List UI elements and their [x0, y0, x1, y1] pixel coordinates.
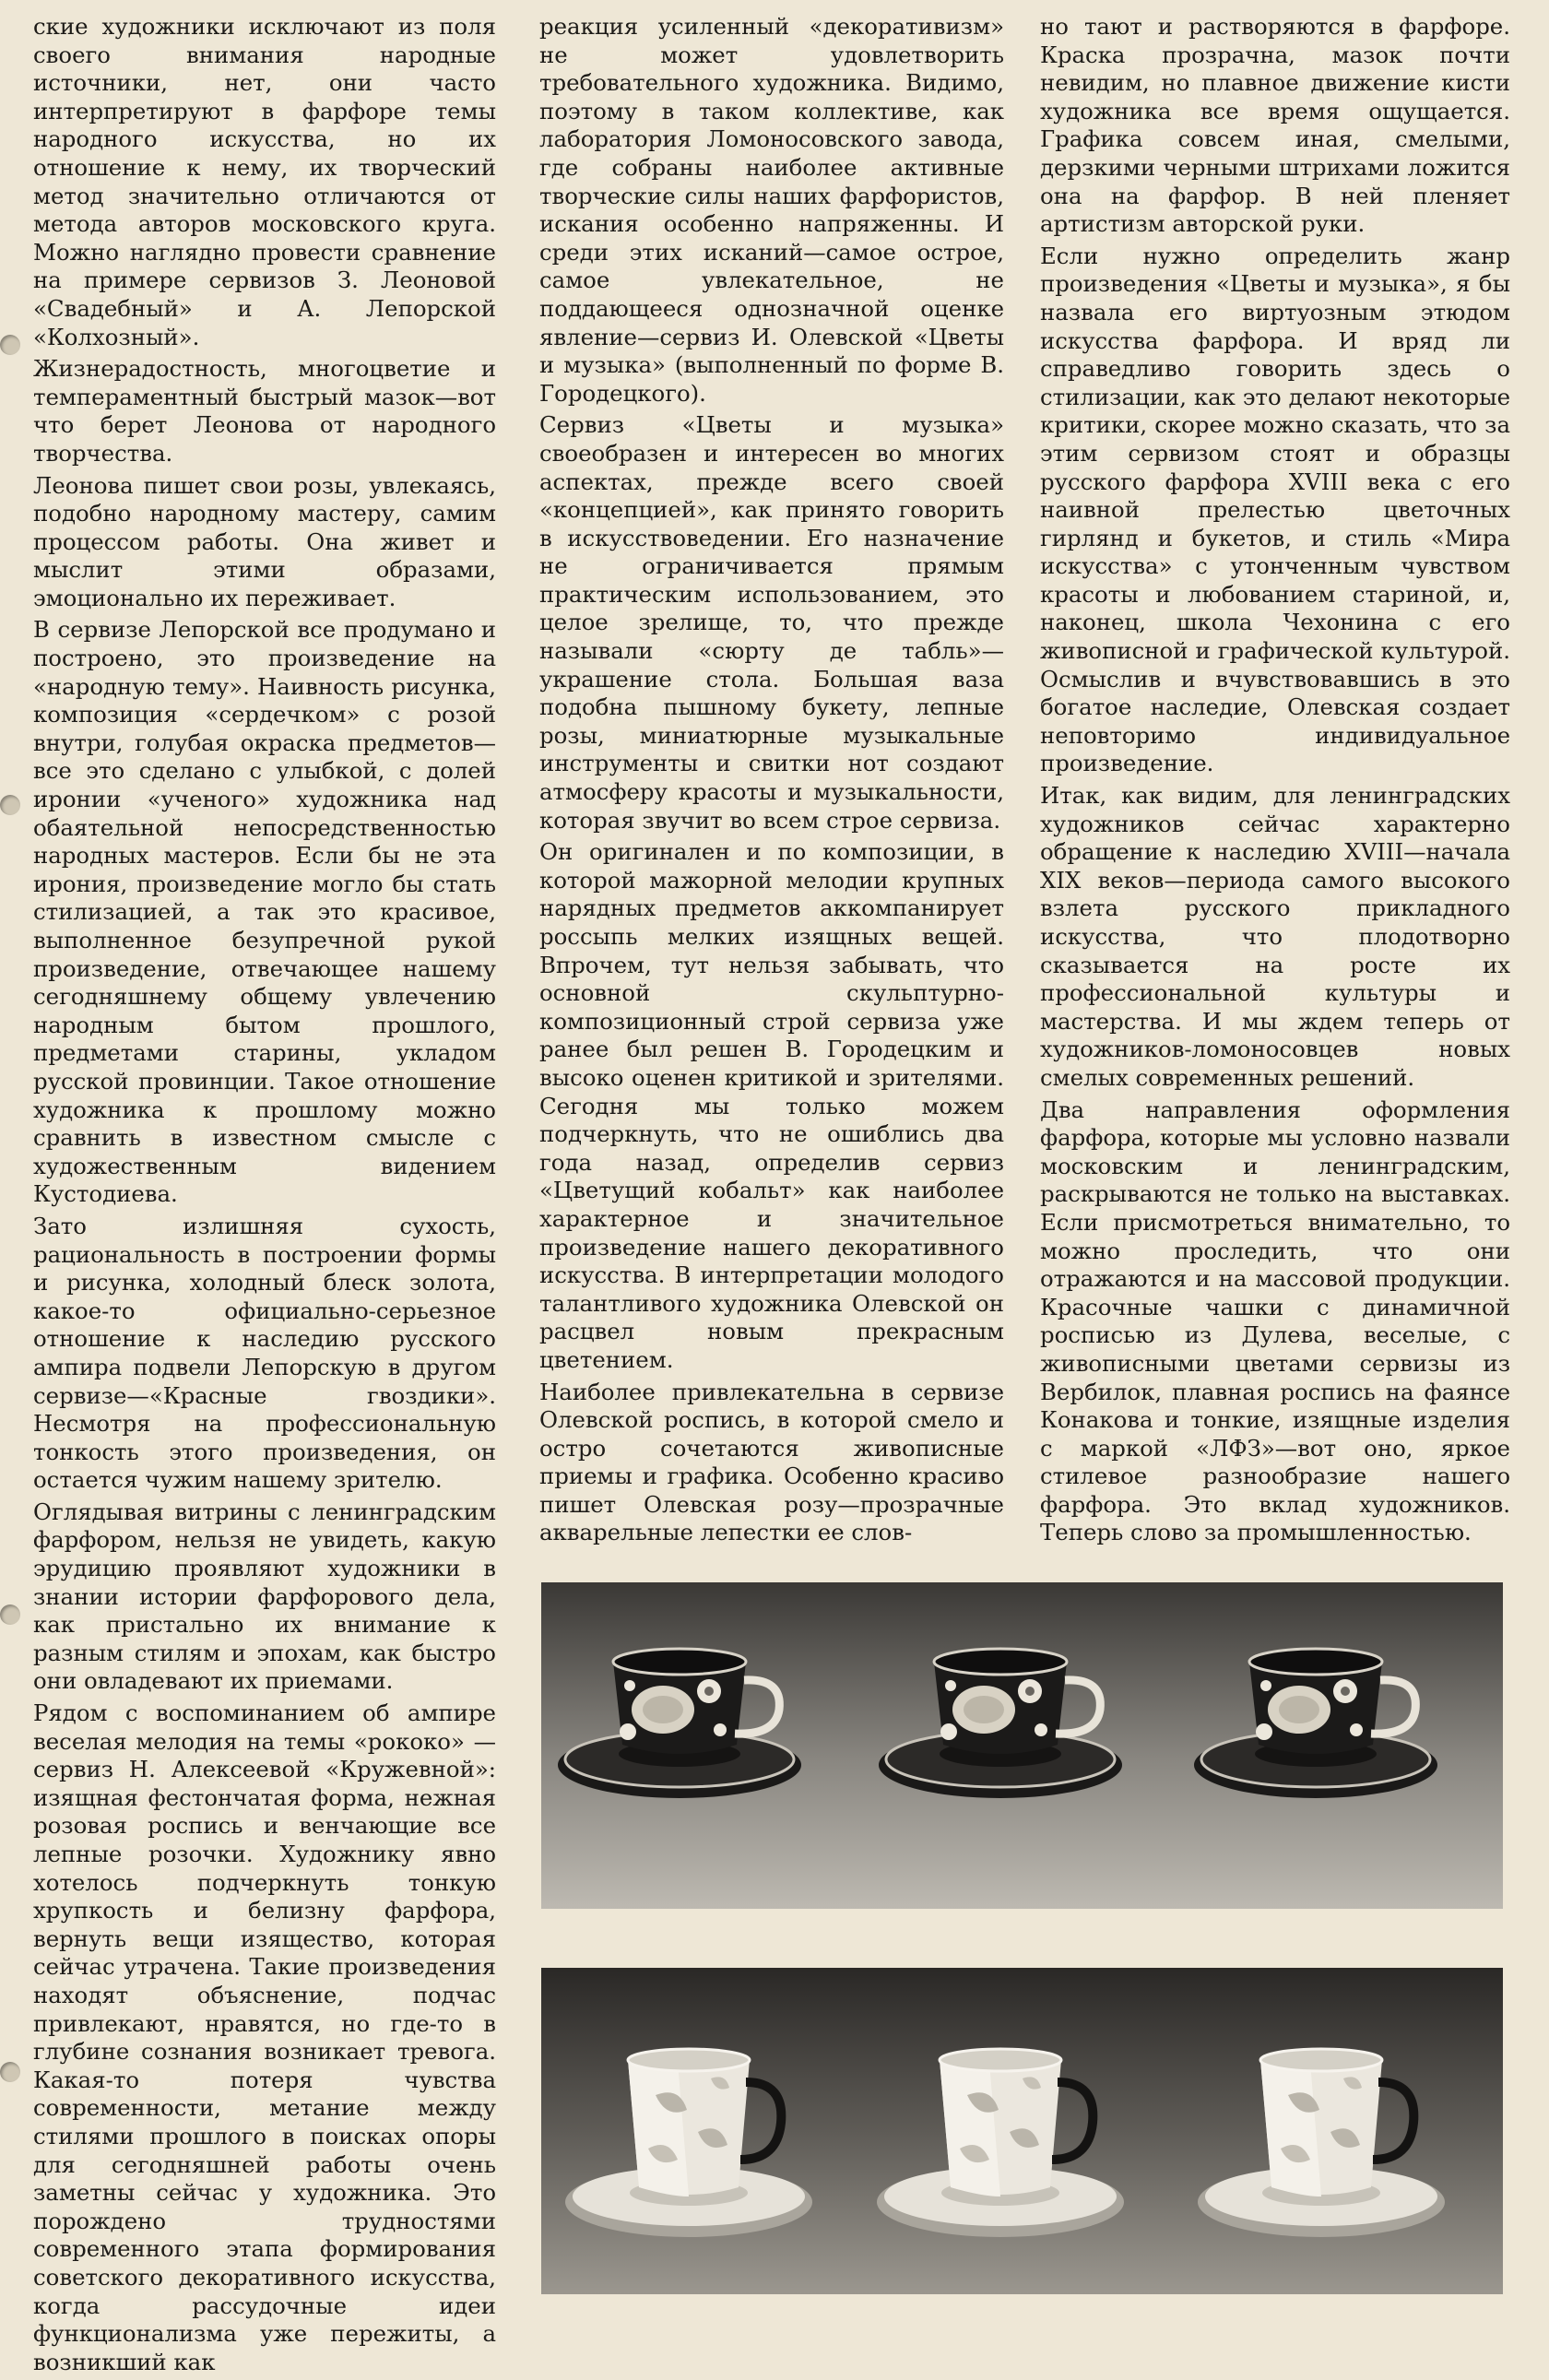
photo-white-cups: [541, 1968, 1503, 2294]
paragraph: но тают и растворяются в фарфоре. Краска прозрачна, мазок почти невидим, но плавное движение кисти художника все время ощущается. Графика совсем иная, смелыми, дерзкими черными штрихами ложится она на фарфор. В ней пленяет артистизм авторской руки.: [1040, 13, 1510, 238]
paragraph: Оглядывая витрины с ленинградским фарфором, нельзя не увидеть, какую эрудицию проявляют художники в знании истории фарфорового дела, как пристально их внимание к разным стилям и эпохам, как быстро они овладевают их приемами.: [33, 1498, 496, 1695]
paragraph: Наиболее привлекательна в сервизе Олевской роспись, в которой смело и остро сочетаются живописные приемы и графика. Особенно красиво пишет Олевская розу—прозрачные акварельные лепестки ее слов-: [539, 1378, 1004, 1546]
cobalt-cups-illustration: [541, 1582, 1503, 1909]
paragraph: Он оригинален и по композиции, в которой мажорной мелодии крупных нарядных предметов аккомпанирует россыпь мелких изящных вещей. Впрочем, тут нельзя забывать, что основной скульптурно-композиционный строй сервиза уже ранее был решен В. Городецким и высоко оценен критикой и зрителями. Сегодня мы только можем подчеркнуть, что не ошиблись два года назад, определив сервиз «Цветущий кобальт» как наиболее характерное и значительное произведение нашего декоративного искусства. В интерпретации молодого талантливого художника Олевской он расцвел новым прекрасным цветением.: [539, 838, 1004, 1373]
paragraph: Леонова пишет свои розы, увлекаясь, подобно народному мастеру, самим процессом работы. Она живет и мыслит этими образами, эмоционально их переживает.: [33, 471, 496, 611]
text-column-left: [33, 13, 496, 2380]
paragraph: Рядом с воспоминанием об ампире веселая мелодия на темы «рококо» — сервиз Н. Алексеевой «Кружевной»: изящная фестончатая форма, нежная розовая роспись и венчающие все лепные розочки. Художнику явно хотелось подчеркнуть тонкую хрупкость и белизну фарфора, вернуть вещи изящество, которая сейчас утрачена. Такие произведения находят объяснение, подчас привлекают, нравятся, но где-то в глубине сознания возникает тревога. Какая-то потеря чувства современности, метание между стилями прошлого в поисках опоры для сегодняшней работы очень заметны сейчас у художника. Это порождено трудностями современного этапа формирования советского декоративного искусства, когда рассудочные идеи функционализма уже пережиты, а возникший как: [33, 1699, 496, 2375]
binder-hole-top: [0, 335, 20, 355]
paragraph: Сервиз «Цветы и музыка» своеобразен и интересен во многих аспектах, прежде всего своей «концепцией», как принято говорить в искусствоведении. Его назначение не ограничивается прямым практическим использованием, это целое зрелище, то, что прежде называли «сюрту де табль»—украшение стола. Большая ваза подобна пышному букету, лепные розы, миниатюрные музыкальные инструменты и свитки нот создают атмосферу красоты и музыкальности, которая звучит во всем строе сервиза.: [539, 411, 1004, 834]
paragraph: Если нужно определить жанр произведения «Цветы и музыка», я бы назвала его виртуозным этюдом искусства фарфора. И вряд ли справедливо говорить здесь о стилизации, как это делают некоторые критики, скорее можно сказать, что за этим сервизом стоят и образцы русского фарфора XVIII века с его наивной прелестью цветочных гирлянд и букетов, и стиль «Мира искусства» с утонченным чувством красоты и любованием стариной, и, наконец, школа Чехонина с его живописной и графической культурой. Осмыслив и вчувствовавшись в это богатое наследие, Олевская создает неповторимо индивидуальное произведение.: [1040, 242, 1510, 777]
paragraph: ские художники исключают из поля своего внимания народные источники, нет, они часто интерпретируют в фарфоре темы народного искусства, но их отношение к нему, их творческий метод значительно отличаются от метода авторов московского круга. Можно наглядно провести сравнение на примере сервизов З. Леоновой «Свадебный» и А. Лепорской «Колхозный».: [33, 13, 496, 350]
binder-hole-middle: [0, 795, 20, 815]
paragraph: Два направления оформления фарфора, которые мы условно назвали московским и ленинградским, раскрываются не только на выставках. Если присмотреться внимательно, то можно проследить, что они отражаются и на массовой продукции. Красочные чашки с динамичной росписью из Дулева, веселые, с живописными цветами сервизы из Вербилок, плавная роспись на фаянсе Конакова и тонкие, изящные изделия с маркой «ЛФЗ»—вот оно, яркое стилевое разнообразие нашего фарфора. Это вклад художников. Теперь слово за промышленностью.: [1040, 1095, 1510, 1546]
paragraph: Жизнерадостность, многоцветие и темпераментный быстрый мазок—вот что берет Леонова от народного творчества.: [33, 355, 496, 467]
binder-hole-bottom: [0, 2062, 20, 2082]
paragraph: В сервизе Лепорской все продумано и построено, это произведение на «народную тему». Наивность рисунка, композиция «сердечком» с розой внутри, голубая окраска предметов—все это сделано с улыбкой, с долей иронии «ученого» художника над обаятельной непосредственностью народных мастеров. Если бы не эта ирония, произведение могло бы стать стилизацией, а так это красивое, выполненное безупречной рукой произведение, отвечающее нашему сегодняшнему общему увлечению народным бытом прошлого, предметами старины, укладом русской провинции. Такое отношение художника к прошлому можно сравнить в известном смысле с художественным видением Кустодиева.: [33, 616, 496, 1208]
photo-cobalt-cups: [541, 1582, 1503, 1909]
text-column-right: [1040, 13, 1510, 1551]
paragraph: Итак, как видим, для ленинградских художников сейчас характерно обращение к наследию XVIII—начала XIX веков—периода самого высокого взлета русского прикладного искусства, что плодотворно сказывается на росте их профессиональной культуры и мастерства. И мы ждем теперь от художников-ломоносовцев новых смелых современных решений.: [1040, 782, 1510, 1091]
binder-hole-lower: [0, 1604, 20, 1625]
white-cups-illustration: [541, 1968, 1503, 2294]
paragraph: Зато излишняя сухость, рациональность в построении формы и рисунка, холодный блеск золота, какое-то официально-серьезное отношение к наследию русского ампира подвели Лепорскую в другом сервизе—«Красные гвоздики». Несмотря на профессиональную тонкость этого произведения, он остается чужим нашему зрителю.: [33, 1212, 496, 1494]
paragraph: реакция усиленный «декоративизм» не может удовлетворить требовательного художника. Видимо, поэтому в таком коллективе, как лаборатория Ломоносовского завода, где собраны наиболее активные творческие силы наших фарфористов, искания особенно напряженны. И среди этих исканий—самое острое, самое увлекательное, не поддающееся однозначной оценке явление—сервиз И. Олевской «Цветы и музыка» (выполненный по форме В. Городецкого).: [539, 13, 1004, 407]
text-column-middle: [539, 13, 1004, 1551]
